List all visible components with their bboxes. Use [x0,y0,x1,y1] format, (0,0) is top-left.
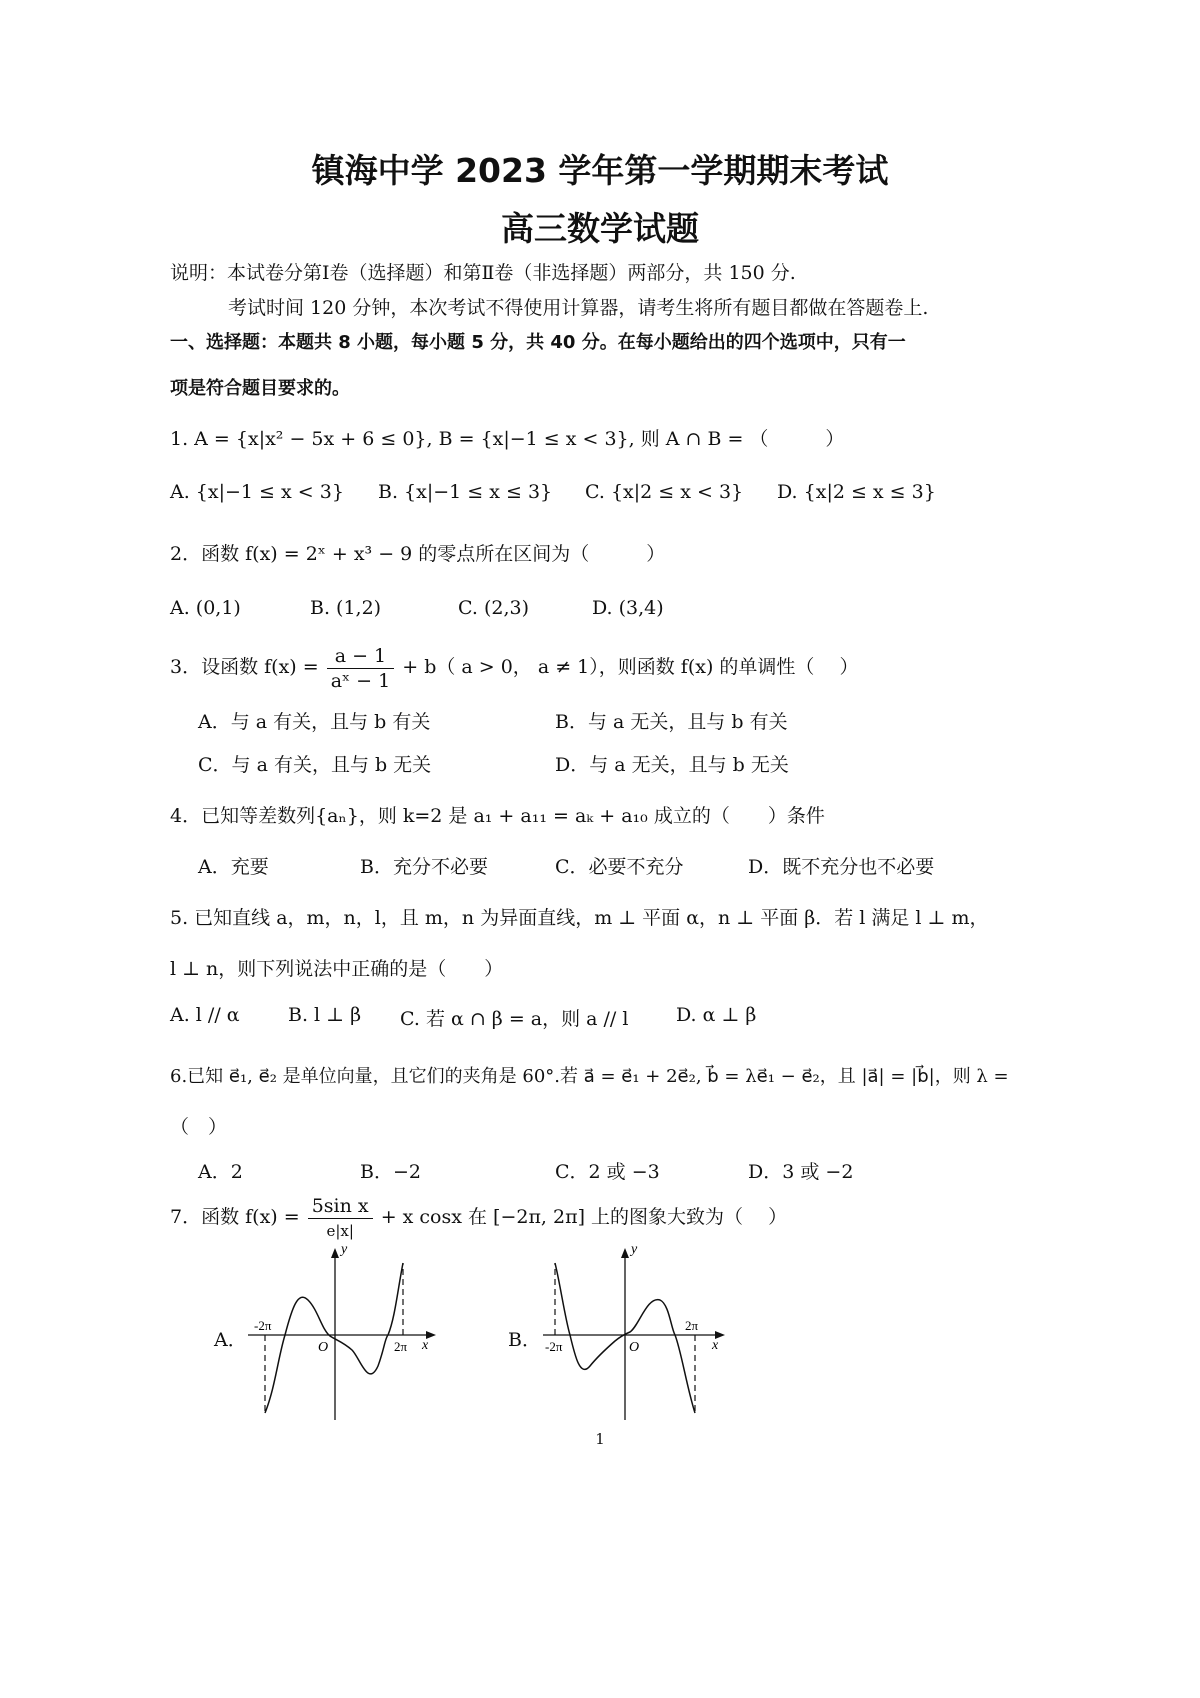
graph-a-label: A． [214,1329,247,1351]
graph-b-y-label: y [631,1242,638,1257]
question-3-option-a: A．与 a 有关，且与 b 有关 [198,711,431,733]
question-1-option-a: A. {x|−1 ≤ x < 3} [170,481,344,503]
question-7-fraction [308,1194,373,1243]
graph-a [240,1238,450,1423]
graph-a-y-arrow [331,1248,339,1258]
question-7-stem [170,1193,787,1243]
section-heading-2: 项是符合题目要求的。 [170,378,350,399]
exam-title: 镇海中学 2023 学年第一学期期末考试 [311,151,889,190]
graph-a-y-label: y [341,1242,348,1257]
graph-b-origin-label: O [629,1340,640,1355]
question-3-option-b: B．与 a 无关，且与 b 有关 [555,711,788,733]
question-7-fraction-numerator: 5sin x [308,1194,373,1219]
graph-b-right-label: 2π [685,1318,699,1333]
question-4-option-b: B．充分不必要 [360,856,488,878]
question-4-option-d: D．既不充分也不必要 [748,856,935,878]
question-6-option-c: C．2 或 −3 [555,1161,660,1183]
question-3-fraction-numerator: a − 1 [327,644,394,669]
graph-a-right-label: 2π [394,1339,408,1354]
instructions-line-2: 考试时间 120 分钟，本次考试不得使用计算器，请考生将所有题目都做在答题卷上. [228,297,929,319]
question-7-stem-suffix: + x cosx 在 [−2π, 2π] 上的图象大致为（ ） [380,1206,788,1228]
graph-a-x-label: x [422,1338,429,1353]
question-3-fraction-denominator: aˣ − 1 [330,669,391,692]
question-6-option-a: A．2 [198,1161,243,1183]
question-2-option-b: B. (1,2) [310,597,382,619]
question-3-option-c: C．与 a 有关，且与 b 无关 [198,754,432,776]
question-3-stem [170,643,858,693]
graph-a-left-label: -2π [254,1318,272,1333]
question-7-stem-prefix: 7．函数 f(x) = [170,1206,300,1228]
graph-b [535,1238,745,1423]
question-5-option-c: C. 若 α ∩ β = a，则 a // l [400,1008,629,1030]
graph-b-x-label: x [712,1338,719,1353]
question-1-option-d: D. {x|2 ≤ x ≤ 3} [777,481,936,503]
question-4-stem: 4．已知等差数列{aₙ}，则 k=2 是 a₁ + a₁₁ = aₖ + a₁₀ 成立的（ ）条件 [170,805,825,827]
section-heading-1: 一、选择题：本题共 8 小题，每小题 5 分，共 40 分。在每小题给出的四个选项中，只有一 [170,332,906,353]
question-4-option-a: A．充要 [198,856,269,878]
question-2-option-d: D. (3,4) [592,597,664,619]
page-number: 1 [595,1430,605,1448]
graph-b-label: B． [508,1329,541,1351]
question-6-option-b: B．−2 [360,1161,421,1183]
question-1-option-b: B. {x|−1 ≤ x ≤ 3} [378,481,553,503]
question-2-option-a: A. (0,1) [170,597,241,619]
graph-a-origin-label: O [318,1340,329,1355]
instructions-line-1: 说明：本试卷分第Ⅰ卷（选择题）和第Ⅱ卷（非选择题）两部分，共 150 分. [170,262,796,284]
question-5-option-b: B. l ⊥ β [288,1004,362,1026]
question-5-option-a: A. l // α [170,1004,240,1026]
question-6-stem-line-1: 6.已知 e⃗₁, e⃗₂ 是单位向量，且它们的夹角是 60°.若 a⃗ = e⃗₁ + 2e⃗₂, b⃗ = λe⃗₁ − e⃗₂，且 |a⃗| = |b⃗|，则 λ = [170,1066,1009,1087]
graph-b-left-label: -2π [545,1339,563,1354]
exam-subtitle: 高三数学试题 [501,209,699,248]
question-3-option-d: D．与 a 无关，且与 b 无关 [555,754,789,776]
question-4-option-c: C．必要不充分 [555,856,684,878]
question-5-stem-line-1: 5. 已知直线 a，m，n，l，且 m，n 为异面直线，m ⊥ 平面 α，n ⊥ 平面 β．若 l 满足 l ⊥ m， [170,907,989,929]
question-7-fraction-denominator: e|x| [326,1221,354,1240]
question-3-fraction [327,644,394,693]
question-3-stem-prefix: 3．设函数 f(x) = [170,656,319,678]
graph-a-curve [265,1263,403,1413]
question-1-stem: 1. A = {x|x² − 5x + 6 ≤ 0}, B = {x|−1 ≤ x < 3}, 则 A ∩ B = （ ） [170,428,845,450]
question-2-option-c: C. (2,3) [458,597,529,619]
question-5-stem-line-2: l ⊥ n，则下列说法中正确的是（ ） [170,958,504,980]
question-1-option-c: C. {x|2 ≤ x < 3} [585,481,744,503]
question-6-stem-line-2: （ ） [170,1116,228,1138]
question-6-option-d: D．3 或 −2 [748,1161,854,1183]
graph-b-y-arrow [621,1248,629,1258]
question-3-stem-suffix: + b（ a > 0， a ≠ 1），则函数 f(x) 的单调性（ ） [402,656,859,678]
question-2-stem: 2．函数 f(x) = 2ˣ + x³ − 9 的零点所在区间为（ ） [170,543,666,565]
question-5-option-d: D. α ⊥ β [676,1004,757,1026]
